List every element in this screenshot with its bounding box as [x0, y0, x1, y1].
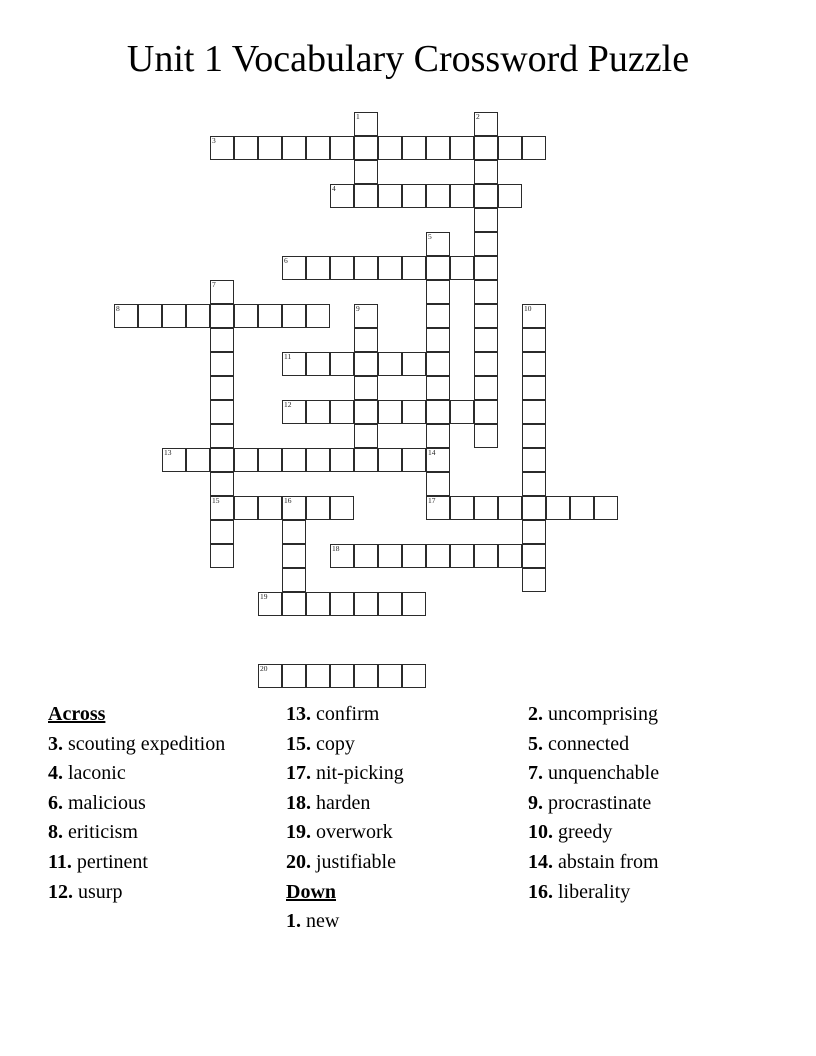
grid-cell[interactable] [426, 400, 450, 424]
clue-item [528, 878, 798, 908]
clue-number: 13. [286, 703, 311, 725]
clue-text: pertinent [71, 850, 148, 873]
grid-cell[interactable] [426, 376, 450, 400]
grid-cell[interactable] [306, 400, 330, 424]
clue-text: malicious [63, 791, 146, 814]
grid-cell[interactable] [522, 520, 546, 544]
clue-item [286, 789, 516, 819]
grid-cell[interactable] [594, 496, 618, 520]
grid-cell[interactable] [474, 184, 498, 208]
grid-cell[interactable] [210, 472, 234, 496]
page-title: Unit 1 Vocabulary Crossword Puzzle [126, 38, 690, 80]
grid-cell[interactable] [402, 136, 426, 160]
clue-item [528, 730, 798, 760]
clues-column-1 [48, 700, 278, 907]
grid-cell[interactable] [330, 544, 354, 568]
grid-cell[interactable] [474, 112, 498, 136]
grid-cell[interactable] [378, 256, 402, 280]
grid-cell[interactable] [522, 424, 546, 448]
grid-cell[interactable] [210, 544, 234, 568]
grid-cell[interactable] [330, 136, 354, 160]
grid-cell[interactable] [210, 136, 234, 160]
cell-number: 16 [284, 496, 292, 505]
grid-cell[interactable] [522, 304, 546, 328]
clue-item [48, 789, 278, 819]
grid-cell[interactable] [186, 304, 210, 328]
clue-text: copy [311, 732, 355, 755]
clue-text: abstain from [553, 850, 659, 873]
grid-cell[interactable] [234, 304, 258, 328]
cell-number: 20 [260, 664, 268, 673]
clue-item [286, 848, 516, 878]
grid-cell[interactable] [354, 592, 378, 616]
clue-number: 20. [286, 850, 311, 873]
grid-cell[interactable] [474, 400, 498, 424]
grid-cell[interactable] [378, 400, 402, 424]
clue-text: new [301, 910, 340, 933]
clue-number: 4. [48, 762, 63, 785]
clue-number: 9. [528, 791, 543, 814]
grid-cell[interactable] [210, 496, 234, 520]
grid-cell[interactable] [306, 496, 330, 520]
clue-number: 1. [286, 910, 301, 933]
clue-text: confirm [311, 703, 380, 725]
grid-cell[interactable] [330, 256, 354, 280]
clue-item [528, 759, 798, 789]
grid-cell[interactable] [402, 184, 426, 208]
grid-cell[interactable] [474, 160, 498, 184]
grid-cell[interactable] [210, 448, 234, 472]
grid-cell[interactable] [546, 496, 570, 520]
clue-text: eriticism [63, 821, 138, 844]
clue-number: 19. [286, 821, 311, 844]
grid-cell[interactable] [426, 544, 450, 568]
clue-text: usurp [73, 880, 123, 903]
grid-cell[interactable] [282, 592, 306, 616]
grid-cell[interactable] [354, 328, 378, 352]
grid-cell[interactable] [378, 448, 402, 472]
cell-number: 17 [428, 496, 436, 505]
clue-text: greedy [553, 821, 613, 844]
clue-number: 18. [286, 791, 311, 814]
grid-cell[interactable] [450, 544, 474, 568]
clue-text: harden [311, 791, 371, 814]
clue-text: uncomprising [543, 703, 658, 725]
grid-cell[interactable] [450, 496, 474, 520]
grid-cell[interactable] [258, 304, 282, 328]
clue-number: 7. [528, 762, 543, 785]
grid-cell[interactable] [258, 136, 282, 160]
grid-cell[interactable] [402, 352, 426, 376]
grid-cell[interactable] [354, 256, 378, 280]
clue-item [528, 700, 798, 730]
grid-cell[interactable] [258, 496, 282, 520]
clue-item [48, 848, 278, 878]
clues-heading: Down [286, 880, 337, 903]
grid-cell[interactable] [426, 328, 450, 352]
grid-cell[interactable] [378, 136, 402, 160]
clue-text: overwork [311, 821, 393, 844]
clue-text: unquenchable [543, 762, 660, 785]
grid-cell[interactable] [210, 376, 234, 400]
clue-text: procrastinate [543, 791, 652, 814]
grid-cell[interactable] [354, 160, 378, 184]
cell-number: 15 [212, 496, 220, 505]
grid-cell[interactable] [474, 208, 498, 232]
grid-cell[interactable] [522, 568, 546, 592]
grid-cell[interactable] [210, 304, 234, 328]
grid-cell[interactable] [258, 664, 282, 688]
grid-cell[interactable] [426, 232, 450, 256]
grid-cell[interactable] [306, 664, 330, 688]
clue-number: 14. [528, 850, 553, 873]
grid-cell[interactable] [162, 448, 186, 472]
grid-cell[interactable] [522, 472, 546, 496]
grid-cell[interactable] [474, 280, 498, 304]
clues-heading: Across [48, 703, 106, 725]
grid-cell[interactable] [354, 184, 378, 208]
grid-cell[interactable] [306, 304, 330, 328]
clue-text: scouting expedition [63, 732, 226, 755]
cell-number: 7 [212, 280, 216, 289]
grid-cell[interactable] [306, 136, 330, 160]
grid-cell[interactable] [402, 400, 426, 424]
grid-cell[interactable] [330, 592, 354, 616]
grid-cell[interactable] [474, 496, 498, 520]
grid-cell[interactable] [474, 544, 498, 568]
cell-number: 3 [212, 136, 216, 145]
grid-cell[interactable] [474, 136, 498, 160]
clue-number: 2. [528, 703, 543, 725]
clue-item [48, 730, 278, 760]
grid-cell[interactable] [402, 448, 426, 472]
clue-item [48, 759, 278, 789]
grid-cell[interactable] [282, 664, 306, 688]
clue-number: 3. [48, 732, 63, 755]
clue-number: 8. [48, 821, 63, 844]
grid-cell[interactable] [330, 448, 354, 472]
grid-cell[interactable] [354, 136, 378, 160]
grid-cell[interactable] [306, 256, 330, 280]
grid-cell[interactable] [354, 424, 378, 448]
grid-cell[interactable] [330, 352, 354, 376]
cell-number: 11 [284, 352, 292, 361]
grid-cell[interactable] [378, 544, 402, 568]
grid-cell[interactable] [306, 352, 330, 376]
clue-item [48, 818, 278, 848]
grid-cell[interactable] [282, 136, 306, 160]
grid-cell[interactable] [210, 424, 234, 448]
cell-number: 9 [356, 304, 360, 313]
cell-number: 1 [356, 112, 360, 121]
grid-cell[interactable] [426, 184, 450, 208]
grid-cell[interactable] [426, 304, 450, 328]
grid-cell[interactable] [354, 352, 378, 376]
grid-cell[interactable] [474, 256, 498, 280]
grid-cell[interactable] [258, 448, 282, 472]
clues-column-2 [286, 700, 516, 937]
grid-cell[interactable] [282, 304, 306, 328]
grid-cell[interactable] [354, 304, 378, 328]
clue-number: 10. [528, 821, 553, 844]
clue-number: 5. [528, 732, 543, 755]
grid-cell[interactable] [402, 592, 426, 616]
grid-cell[interactable] [498, 544, 522, 568]
cell-number: 5 [428, 232, 432, 241]
grid-cell[interactable] [474, 352, 498, 376]
grid-cell[interactable] [210, 328, 234, 352]
grid-cell[interactable] [474, 232, 498, 256]
clues-section [0, 700, 816, 960]
clue-item [286, 907, 516, 937]
grid-cell[interactable] [282, 568, 306, 592]
grid-cell[interactable] [522, 544, 546, 568]
clue-item [528, 818, 798, 848]
cell-number: 2 [476, 112, 480, 121]
clue-text: connected [543, 732, 630, 755]
clue-text: liberality [553, 880, 631, 903]
grid-cell[interactable] [498, 184, 522, 208]
cell-number: 18 [332, 544, 340, 553]
grid-cell[interactable] [234, 448, 258, 472]
grid-cell[interactable] [522, 352, 546, 376]
cell-number: 4 [332, 184, 336, 193]
grid-cell[interactable] [306, 592, 330, 616]
grid-cell[interactable] [498, 136, 522, 160]
grid-cell[interactable] [282, 352, 306, 376]
grid-cell[interactable] [450, 256, 474, 280]
grid-cell[interactable] [282, 256, 306, 280]
grid-cell[interactable] [138, 304, 162, 328]
grid-cell[interactable] [282, 448, 306, 472]
grid-cell[interactable] [426, 256, 450, 280]
grid-cell[interactable] [354, 376, 378, 400]
grid-cell[interactable] [162, 304, 186, 328]
clues-column-3 [528, 700, 798, 907]
grid-cell[interactable] [186, 448, 210, 472]
clue-item [528, 789, 798, 819]
grid-cell[interactable] [354, 544, 378, 568]
grid-cell[interactable] [306, 448, 330, 472]
grid-cell[interactable] [330, 664, 354, 688]
cell-number: 14 [428, 448, 436, 457]
grid-cell[interactable] [570, 496, 594, 520]
grid-cell[interactable] [498, 496, 522, 520]
grid-cell[interactable] [330, 496, 354, 520]
clue-number: 16. [528, 880, 553, 903]
cell-number: 19 [260, 592, 268, 601]
grid-cell[interactable] [450, 184, 474, 208]
cell-number: 8 [116, 304, 120, 313]
clue-text: justifiable [311, 850, 396, 873]
grid-cell[interactable] [522, 136, 546, 160]
clue-item [48, 878, 278, 908]
clue-item [528, 848, 798, 878]
grid-cell[interactable] [426, 280, 450, 304]
grid-cell[interactable] [522, 328, 546, 352]
grid-cell[interactable] [282, 400, 306, 424]
clue-text: laconic [63, 762, 126, 785]
grid-cell[interactable] [282, 520, 306, 544]
grid-cell[interactable] [282, 496, 306, 520]
grid-cell[interactable] [210, 400, 234, 424]
grid-cell[interactable] [474, 376, 498, 400]
grid-cell[interactable] [354, 664, 378, 688]
grid-cell[interactable] [426, 352, 450, 376]
grid-cell[interactable] [378, 352, 402, 376]
cell-number: 13 [164, 448, 172, 457]
clue-number: 12. [48, 880, 73, 903]
clue-number: 17. [286, 762, 311, 785]
grid-cell[interactable] [210, 280, 234, 304]
grid-cell[interactable] [522, 448, 546, 472]
clue-item [286, 700, 516, 730]
grid-cell[interactable] [378, 592, 402, 616]
grid-cell[interactable] [522, 400, 546, 424]
grid-cell[interactable] [522, 376, 546, 400]
grid-cell[interactable] [330, 184, 354, 208]
grid-cell[interactable] [426, 136, 450, 160]
grid-cell[interactable] [402, 256, 426, 280]
grid-cell[interactable] [426, 496, 450, 520]
clue-text: nit-picking [311, 762, 404, 785]
grid-cell[interactable] [474, 328, 498, 352]
cell-number: 10 [524, 304, 532, 313]
grid-cell[interactable] [450, 400, 474, 424]
clue-item [286, 730, 516, 760]
grid-cell[interactable] [474, 424, 498, 448]
clue-number: 11. [48, 850, 72, 873]
clue-number: 15. [286, 732, 311, 755]
grid-cell[interactable] [210, 520, 234, 544]
grid-cell[interactable] [354, 448, 378, 472]
grid-cell[interactable] [426, 424, 450, 448]
grid-cell[interactable] [282, 544, 306, 568]
grid-cell[interactable] [330, 400, 354, 424]
cell-number: 6 [284, 256, 288, 265]
grid-cell[interactable] [234, 136, 258, 160]
grid-cell[interactable] [474, 304, 498, 328]
grid-cell[interactable] [426, 448, 450, 472]
clue-item [286, 759, 516, 789]
grid-cell[interactable] [378, 664, 402, 688]
cell-number: 12 [284, 400, 292, 409]
clue-item [286, 818, 516, 848]
grid-cell[interactable] [210, 352, 234, 376]
grid-cell[interactable] [402, 664, 426, 688]
grid-cell[interactable] [426, 472, 450, 496]
grid-cell[interactable] [402, 544, 426, 568]
clue-number: 6. [48, 791, 63, 814]
grid-cell[interactable] [354, 400, 378, 424]
grid-cell[interactable] [522, 496, 546, 520]
grid-cell[interactable] [378, 184, 402, 208]
grid-cell[interactable] [450, 136, 474, 160]
grid-cell[interactable] [354, 112, 378, 136]
grid-cell[interactable] [258, 592, 282, 616]
grid-cell[interactable] [114, 304, 138, 328]
grid-cell[interactable] [234, 496, 258, 520]
